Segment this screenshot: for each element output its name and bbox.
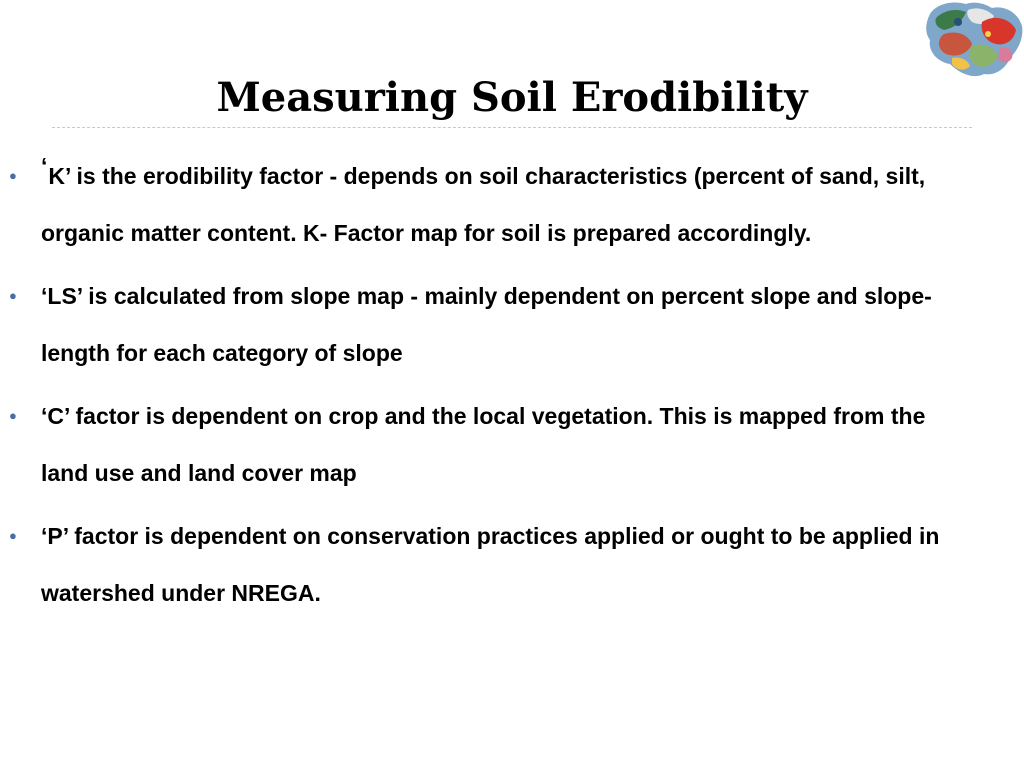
bullet-lead-quote: ‘ xyxy=(41,153,48,179)
bullet-item-p-factor xyxy=(0,508,1024,621)
watershed-map-icon xyxy=(922,0,1024,80)
bullet-item-k-factor xyxy=(0,148,1024,261)
bullet-list xyxy=(0,148,1024,628)
bullet-dot-icon: ● xyxy=(9,408,17,423)
bullet-item-c-factor xyxy=(0,388,1024,501)
bullet-dot-icon: ● xyxy=(9,168,17,183)
bullet-item-ls-factor xyxy=(0,268,1024,381)
bullet-text: K’ is the erodibility factor - depends on soil characteristics (percent of sand, silt, organic matter content. K- Factor map for soil is prepared accordingly. xyxy=(41,163,926,246)
bullet-text: ‘C’ factor is dependent on crop and the local vegetation. This is mapped from the land use and land cover map xyxy=(41,403,926,486)
bullet-dot-icon: ● xyxy=(9,528,17,543)
bullet-dot-icon: ● xyxy=(9,288,17,303)
bullet-text: ‘LS’ is calculated from slope map - mainly dependent on percent slope and slope-length for each category of slope xyxy=(41,283,932,366)
title-divider xyxy=(52,127,972,128)
bullet-text: ‘P’ factor is dependent on conservation practices applied or ought to be applied in watershed under NREGA. xyxy=(41,523,940,606)
slide-title: Measuring Soil Erodibility xyxy=(216,74,808,121)
